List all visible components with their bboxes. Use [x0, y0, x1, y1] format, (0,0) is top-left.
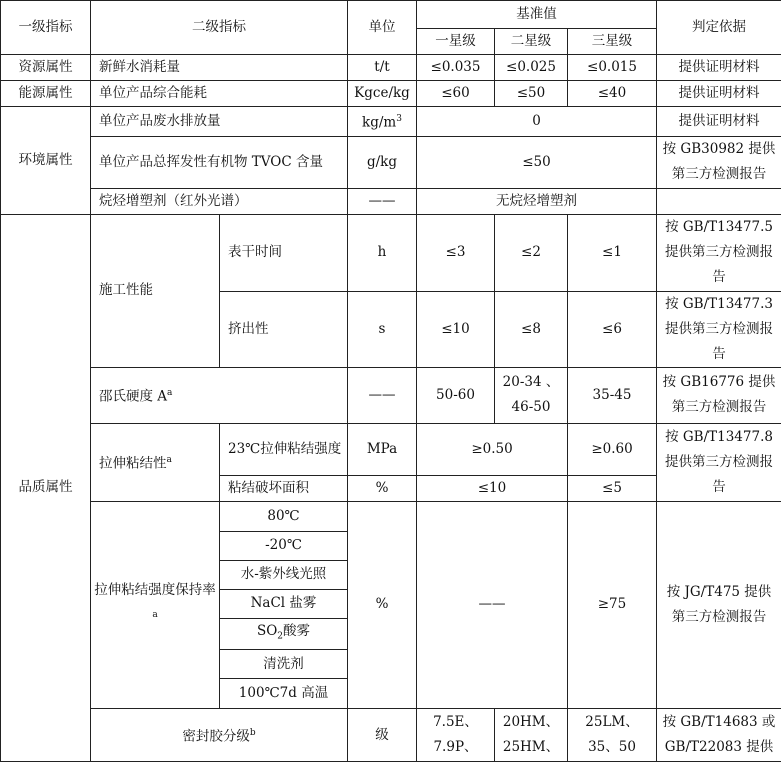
- star1-value: ≤0.035: [417, 55, 495, 81]
- star3-value: ≤5: [568, 475, 657, 501]
- table-row: [1, 367, 781, 423]
- unit-sup: 3: [396, 114, 402, 124]
- unit-text: kg/m: [362, 115, 396, 131]
- subscript: 2: [277, 631, 283, 641]
- indicator-text: 拉伸粘结强度保持率: [94, 582, 216, 598]
- basis: 按 JG/T475 提供第三方检测报告: [657, 501, 781, 709]
- star2-value: ≤50: [495, 81, 568, 107]
- condition-text: 酸雾: [283, 623, 310, 639]
- star3-value: ≤1: [568, 214, 657, 291]
- unit: %: [348, 475, 417, 501]
- star3-value: ≥0.60: [568, 423, 657, 475]
- indicator: 单位产品综合能耗: [91, 81, 348, 107]
- footnote-mark: b: [250, 728, 256, 738]
- condition: NaCl 盐雾: [220, 589, 348, 618]
- star2-value: ≤8: [495, 291, 568, 367]
- unit: %: [348, 501, 417, 709]
- table-row: [1, 214, 781, 291]
- table-row: [1, 501, 781, 531]
- star3-value: ≥75: [568, 501, 657, 709]
- condition: -20℃: [220, 531, 348, 560]
- star1-value: 50-60: [417, 367, 495, 423]
- indicator: 挤出性: [220, 291, 348, 367]
- table-row: [1, 107, 781, 137]
- star1-value: ≤60: [417, 81, 495, 107]
- star3-value: ≤0.015: [568, 55, 657, 81]
- indicator: 23℃拉伸粘结强度: [220, 423, 348, 475]
- condition: [220, 618, 348, 650]
- star2-value: ≤0.025: [495, 55, 568, 81]
- category: 资源属性: [1, 55, 91, 81]
- star3-value: ≤40: [568, 81, 657, 107]
- unit: ——: [348, 188, 417, 214]
- footnote-mark: a: [167, 455, 172, 465]
- star1-value: ≤10: [417, 291, 495, 367]
- basis: 提供证明材料: [657, 107, 781, 137]
- header-row: [1, 1, 781, 29]
- condition: 80℃: [220, 501, 348, 531]
- unit: Kgce/kg: [348, 81, 417, 107]
- value: 无烷烃增塑剂: [417, 188, 657, 214]
- unit: 级: [348, 709, 417, 762]
- indicator-text: 拉伸粘结性: [99, 455, 167, 471]
- star12-value: ——: [417, 501, 568, 709]
- basis: 按 GB/T13477.3 提供第三方检测报告: [657, 291, 781, 367]
- condition-text: SO: [257, 623, 277, 639]
- header-level1: 一级指标: [1, 1, 91, 55]
- unit: s: [348, 291, 417, 367]
- table-row: [1, 709, 781, 762]
- star1-value: 7.5E、7.9P、: [417, 709, 495, 762]
- indicator-text: 邵氏硬度 A: [99, 388, 167, 404]
- indicator: 烷烃增塑剂（红外光谱）: [91, 188, 348, 214]
- basis: 按 GB/T13477.5 提供第三方检测报告: [657, 214, 781, 291]
- basis: [657, 188, 781, 214]
- table-row: [1, 188, 781, 214]
- unit: MPa: [348, 423, 417, 475]
- header-star2: 二星级: [495, 29, 568, 55]
- star3-value: ≤6: [568, 291, 657, 367]
- condition: 100℃7d 高温: [220, 679, 348, 709]
- indicator: 表干时间: [220, 214, 348, 291]
- table-row: [1, 55, 781, 81]
- star2-value: 20HM、25HM、: [495, 709, 568, 762]
- indicator: 单位产品总挥发性有机物 TVOC 含量: [91, 136, 348, 188]
- unit: h: [348, 214, 417, 291]
- header-star3: 三星级: [568, 29, 657, 55]
- unit: t/t: [348, 55, 417, 81]
- indicator: [91, 709, 348, 762]
- star2-value: ≤2: [495, 214, 568, 291]
- header-unit: 单位: [348, 1, 417, 55]
- indicator-text: 密封胶分级: [182, 728, 250, 744]
- unit: ——: [348, 367, 417, 423]
- indicator: [91, 367, 348, 423]
- value: 0: [417, 107, 657, 137]
- basis: 提供证明材料: [657, 81, 781, 107]
- unit: g/kg: [348, 136, 417, 188]
- basis: 按 GB/T13477.8 提供第三方检测报告: [657, 423, 781, 501]
- indicator-group: 施工性能: [91, 214, 220, 367]
- basis: 按 GB/T14683 或 GB/T22083 提供: [657, 709, 781, 762]
- category: 能源属性: [1, 81, 91, 107]
- category: 环境属性: [1, 107, 91, 215]
- star2-value: 20-34 、46-50: [495, 367, 568, 423]
- footnote-mark: a: [167, 388, 172, 398]
- indicator: 粘结破坏面积: [220, 475, 348, 501]
- table-row: [1, 136, 781, 188]
- star12-value: ≥0.50: [417, 423, 568, 475]
- basis: 提供证明材料: [657, 55, 781, 81]
- header-level2: 二级指标: [91, 1, 348, 55]
- footnote-mark: a: [152, 610, 157, 620]
- header-basis: 判定依据: [657, 1, 781, 55]
- header-star1: 一星级: [417, 29, 495, 55]
- basis: 按 GB30982 提供第三方检测报告: [657, 136, 781, 188]
- category: 品质属性: [1, 214, 91, 762]
- indicator-group: [91, 501, 220, 709]
- basis: 按 GB16776 提供第三方检测报告: [657, 367, 781, 423]
- condition: 清洗剂: [220, 650, 348, 679]
- unit: [348, 107, 417, 137]
- condition: 水-紫外线光照: [220, 560, 348, 589]
- table-row: [1, 423, 781, 475]
- star12-value: ≤10: [417, 475, 568, 501]
- star3-value: 35-45: [568, 367, 657, 423]
- indicator: 单位产品废水排放量: [91, 107, 348, 137]
- indicator: 新鲜水消耗量: [91, 55, 348, 81]
- star3-value: 25LM、35、50: [568, 709, 657, 762]
- star1-value: ≤3: [417, 214, 495, 291]
- value: ≤50: [417, 136, 657, 188]
- header-benchmark: 基准值: [417, 1, 657, 29]
- indicator-group: [91, 423, 220, 501]
- table-row: [1, 81, 781, 107]
